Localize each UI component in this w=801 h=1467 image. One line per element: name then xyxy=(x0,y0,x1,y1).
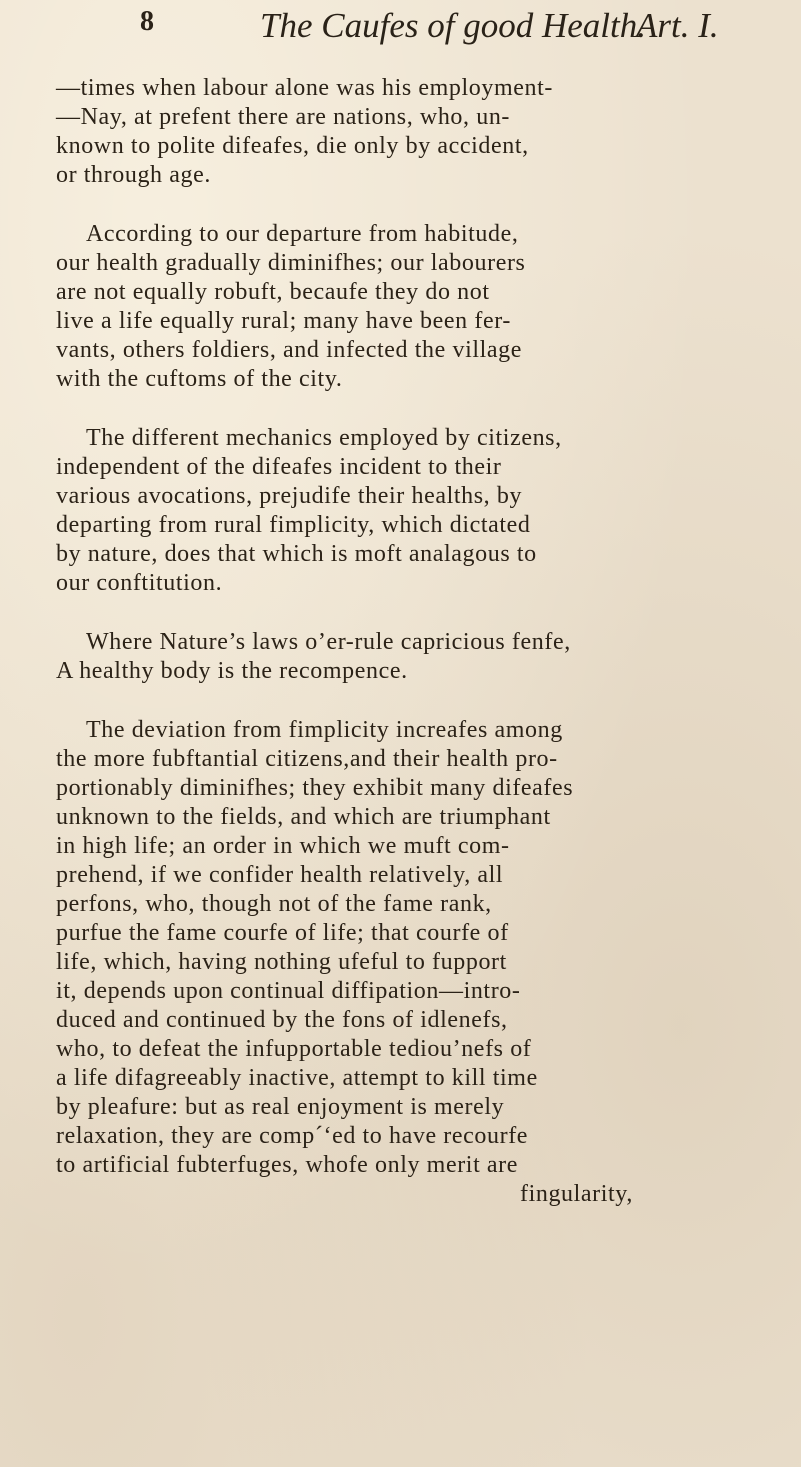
text-line: duced and continued by the fons of idlenefs, xyxy=(56,1007,508,1033)
text-line: our health gradually diminifhes; our labourers xyxy=(56,250,526,276)
text-line: fingularity, xyxy=(520,1181,633,1207)
text-line: with the cuftoms of the city. xyxy=(56,366,343,392)
text-line: purfue the fame courfe of life; that courfe of xyxy=(56,920,509,946)
text-line: portionably diminifhes; they exhibit many difeafes xyxy=(56,775,574,801)
text-line: various avocations, prejudife their healths, by xyxy=(56,483,523,509)
text-line: by nature, does that which is moft analagous to xyxy=(56,541,537,567)
article-number: Art. I. xyxy=(636,6,719,45)
text-line: The deviation from fimplicity increafes among xyxy=(86,717,563,743)
text-line: it, depends upon continual diffipation—intro- xyxy=(56,978,521,1004)
text-line: independent of the difeafes incident to their xyxy=(56,454,502,480)
text-line: the more fubftantial citizens,and their health pro- xyxy=(56,746,558,772)
text-line: unknown to the fields, and which are triumphant xyxy=(56,804,551,830)
text-line: life, which, having nothing ufeful to fupport xyxy=(56,949,507,975)
running-title: The Caufes of good Health. xyxy=(260,6,646,45)
text-line: who, to defeat the infupportable tediou’nefs of xyxy=(56,1036,532,1062)
page-number: 8 xyxy=(140,6,154,37)
text-line: known to polite difeafes, die only by accident, xyxy=(56,133,529,159)
text-line: departing from rural fimplicity, which dictated xyxy=(56,512,531,538)
text-line: —Nay, at prefent there are nations, who, un- xyxy=(56,104,511,130)
text-line: are not equally robuft, becaufe they do not xyxy=(56,279,490,305)
text-line: by pleafure: but as real enjoyment is merely xyxy=(56,1094,505,1120)
text-line: relaxation, they are comp´‘ed to have recourfe xyxy=(56,1123,529,1149)
text-line: According to our departure from habitude, xyxy=(86,221,519,247)
text-line: live a life equally rural; many have been fer- xyxy=(56,308,511,334)
verse-line: A healthy body is the recompence. xyxy=(56,658,408,684)
text-line: —times when labour alone was his employment- xyxy=(56,75,553,101)
text-line: our conftitution. xyxy=(56,570,223,596)
text-line: The different mechanics employed by citizens, xyxy=(86,425,562,451)
text-line: a life difagreeably inactive, attempt to kill time xyxy=(56,1065,538,1091)
text-line: in high life; an order in which we muft com- xyxy=(56,833,510,859)
text-line: perfons, who, though not of the fame rank, xyxy=(56,891,492,917)
text-line: or through age. xyxy=(56,162,211,188)
text-line: prehend, if we confider health relatively, all xyxy=(56,862,504,888)
verse-line: Where Nature’s laws o’er-rule capricious fenfe, xyxy=(86,629,571,655)
text-line: vants, others foldiers, and infected the village xyxy=(56,337,522,363)
text-line: to artificial fubterfuges, whofe only merit are xyxy=(56,1152,519,1178)
